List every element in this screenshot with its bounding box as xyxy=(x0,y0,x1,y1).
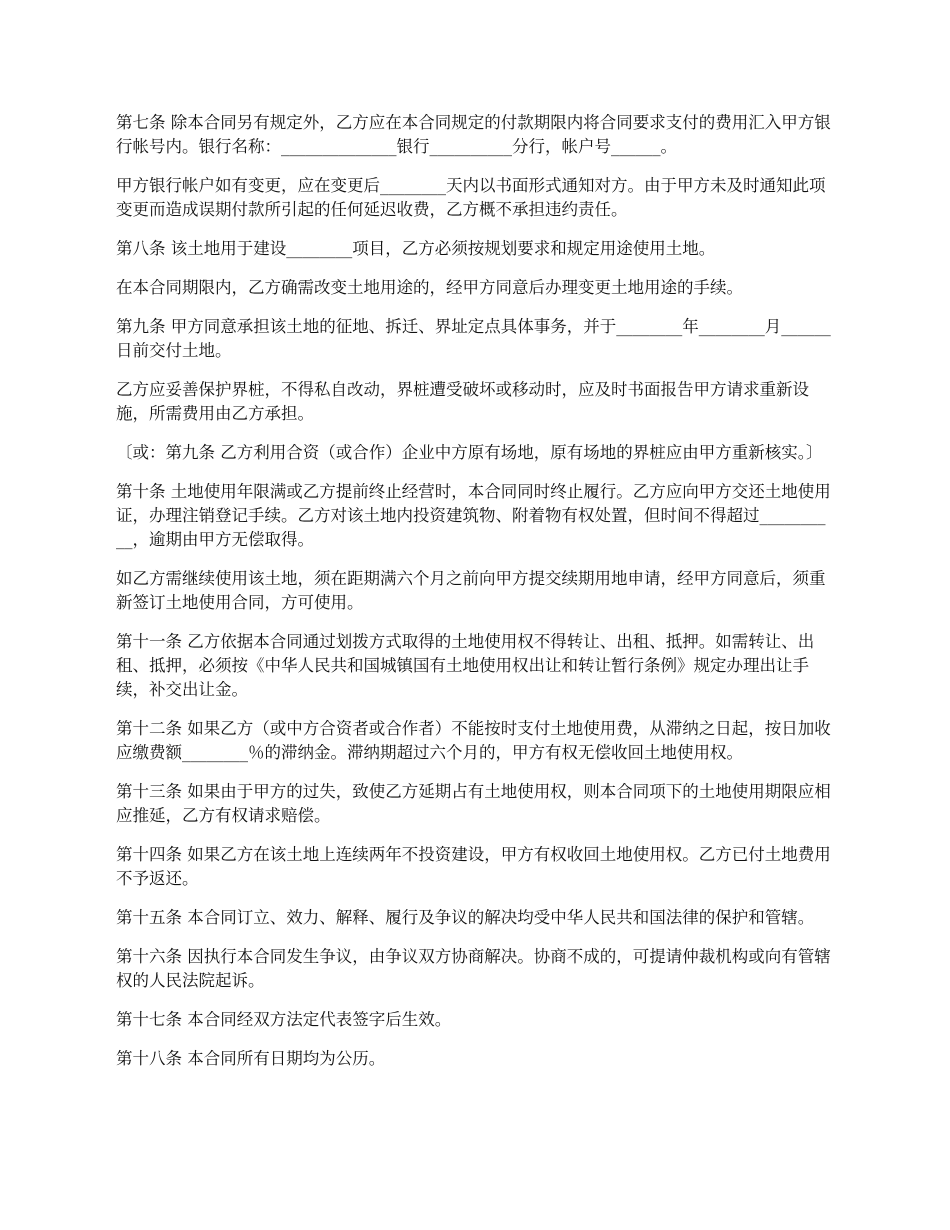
article-13-paragraph: 第十三条 如果由于甲方的过失，致使乙方延期占有土地使用权，则本合同项下的土地使用期限应相应推延，乙方有权请求赔偿。 xyxy=(116,782,831,825)
article-10-paragraph: 第十条 土地使用年限满或乙方提前终止经营时，本合同同时终止履行。乙方应向甲方交还土地使用证，办理注销登记手续。乙方对该土地内投资建筑物、附着物有权处置，但时间不得超过__________，逾期由甲方无偿取得。 xyxy=(116,482,831,549)
article-12-paragraph: 第十二条 如果乙方（或中方合资者或合作者）不能按时支付土地使用费，从滞纳之日起，按日加收应缴费额________％的滞纳金。滞纳期超过六个月的，甲方有权无偿收回土地使用权。 xyxy=(116,719,831,762)
article-15-paragraph: 第十五条 本合同订立、效力、解释、履行及争议的解决均受中华人民共和国法律的保护和管辖。 xyxy=(116,908,815,927)
article-9-alternative-paragraph: 〔或：第九条 乙方利用合资（或合作）企业中方原有场地，原有场地的界桩应由甲方重新核实。〕 xyxy=(116,443,823,462)
renewal-paragraph: 如乙方需继续使用该土地，须在距期满六个月之前向甲方提交续期用地申请，经甲方同意后，须重新签订土地使用合同，方可使用。 xyxy=(116,569,826,612)
bank-account-change-paragraph: 甲方银行帐户如有变更，应在变更后________天内以书面形式通知对方。由于甲方未及时通知此项变更而造成误期付款所引起的任何延迟收费，乙方概不承担违约责任。 xyxy=(116,176,826,219)
article-17-paragraph: 第十七条 本合同经双方法定代表签字后生效。 xyxy=(116,1010,452,1029)
article-9-paragraph: 第九条 甲方同意承担该土地的征地、拆迁、界址定点具体事务，并于________年________月______日前交付土地。 xyxy=(116,317,831,360)
article-7-paragraph: 第七条 除本合同另有规定外，乙方应在本合同规定的付款期限内将合同要求支付的费用汇入甲方银行帐号内。银行名称：______________银行__________分行，帐户号______。 xyxy=(116,113,831,156)
article-8-paragraph: 第八条 该土地用于建设________项目，乙方必须按规划要求和规定用途使用土地。 xyxy=(116,239,716,258)
article-11-paragraph: 第十一条 乙方依据本合同通过划拨方式取得的土地使用权不得转让、出租、抵押。如需转让、出租、抵押，必须按《中华人民共和国城镇国有土地使用权出让和转让暂行条例》规定办理出让手续，补交出让金。 xyxy=(116,632,815,699)
boundary-marker-paragraph: 乙方应妥善保护界桩，不得私自改动，界桩遭受破坏或移动时，应及时书面报告甲方请求重新设施，所需费用由乙方承担。 xyxy=(116,380,809,423)
article-14-paragraph: 第十四条 如果乙方在该土地上连续两年不投资建设，甲方有权收回土地使用权。乙方已付土地费用不予返还。 xyxy=(116,845,831,888)
article-16-paragraph: 第十六条 因执行本合同发生争议，由争议双方协商解决。协商不成的，可提请仲裁机构或向有管辖权的人民法院起诉。 xyxy=(116,947,831,990)
article-18-paragraph: 第十八条 本合同所有日期均为公历。 xyxy=(116,1049,386,1068)
land-use-change-paragraph: 在本合同期限内，乙方确需改变土地用途的，经甲方同意后办理变更土地用途的手续。 xyxy=(116,278,743,297)
